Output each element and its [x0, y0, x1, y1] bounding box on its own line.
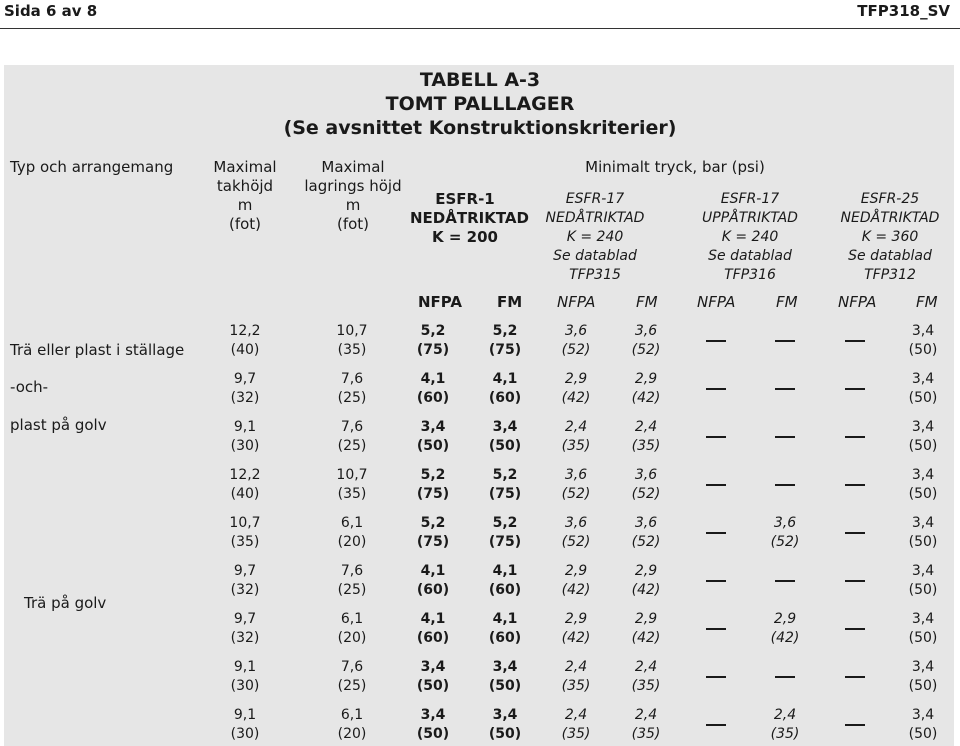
cell-pressure-line: 2,4: [634, 707, 658, 723]
header-rule: [0, 28, 960, 29]
cell-pressure: [546, 370, 606, 408]
empty-cell-dash: [706, 724, 726, 726]
cell-pressure: [475, 610, 535, 648]
cell-pressure: [616, 514, 676, 552]
subcol-nfpa-3: NFPA: [697, 293, 736, 311]
col-header-ceiling-l1: Maximal: [213, 158, 277, 176]
table-title-line3: (Se avsnittet Konstruktionskriterier): [283, 117, 677, 139]
col-header-ceiling-l4: (fot): [228, 215, 262, 233]
sprinkler-esfr17d-l1: ESFR-17: [565, 191, 625, 207]
cell-storage-height: [322, 370, 382, 408]
cell-storage-line: 10,7: [336, 467, 368, 483]
cell-pressure-line: (50): [488, 438, 522, 454]
empty-cell-dash: [706, 436, 726, 438]
cell-pressure-line: 2,4: [564, 659, 588, 675]
cell-pressure-line: (42): [561, 630, 591, 646]
empty-cell-dash: [845, 628, 865, 630]
cell-ceiling-line: 9,7: [233, 563, 257, 579]
sprinkler-esfr17u-l5: TFP316: [724, 267, 776, 283]
cell-pressure: [475, 466, 535, 504]
empty-cell-dash: [845, 676, 865, 678]
sprinkler-esfr25-l2: NEDÅTRIKTAD: [840, 210, 940, 226]
cell-pressure: [403, 610, 463, 648]
cell-ceiling-line: 9,1: [233, 659, 257, 675]
cell-pressure-line: 3,4: [420, 707, 446, 723]
col-header-ceiling-l3: m: [237, 196, 253, 214]
cell-pressure-line: (42): [770, 630, 800, 646]
cell-pressure-line: (52): [561, 534, 591, 550]
col-header-storage: [298, 158, 408, 234]
cell-pressure: [546, 658, 606, 696]
cell-pressure-line: 5,2: [420, 515, 446, 531]
empty-cell-dash: [706, 580, 726, 582]
cell-pressure-line: (60): [488, 582, 522, 598]
cell-pressure-line: (52): [631, 486, 661, 502]
cell-pressure-line: (60): [416, 582, 450, 598]
cell-pressure-line: 3,6: [634, 467, 658, 483]
cell-pressure-line: (75): [416, 534, 450, 550]
cell-pressure-line: (35): [561, 438, 591, 454]
cell-pressure-line: 3,4: [911, 419, 935, 435]
cell-storage-line: (25): [337, 678, 367, 694]
cell-pressure: [546, 514, 606, 552]
cell-storage-line: 6,1: [340, 707, 364, 723]
cell-pressure-line: (50): [908, 582, 938, 598]
subcol-nfpa-1: NFPA: [418, 293, 463, 311]
cell-pressure: [475, 514, 535, 552]
empty-cell-dash: [706, 628, 726, 630]
cell-pressure-line: (50): [416, 438, 450, 454]
sprinkler-esfr1-l3: K = 200: [432, 228, 498, 246]
cell-pressure: [893, 418, 953, 456]
cell-pressure: [893, 466, 953, 504]
cell-pressure: [755, 610, 815, 648]
cell-pressure-line: 3,6: [634, 515, 658, 531]
sprinkler-esfr25-down: [835, 190, 945, 285]
cell-pressure: [475, 562, 535, 600]
cell-ceiling-line: 12,2: [229, 323, 261, 339]
cell-pressure-line: (35): [631, 726, 661, 742]
cell-pressure-line: (50): [416, 726, 450, 742]
cell-pressure: [475, 322, 535, 360]
cell-pressure-line: 3,4: [911, 707, 935, 723]
empty-cell-dash: [775, 436, 795, 438]
cell-pressure-line: 3,4: [911, 323, 935, 339]
empty-cell-dash: [845, 724, 865, 726]
cell-pressure-line: (52): [561, 486, 591, 502]
cell-pressure-line: 3,6: [564, 323, 588, 339]
group-label-rack: Trä eller plast i ställage: [10, 341, 185, 359]
cell-ceiling-line: (40): [230, 342, 260, 358]
cell-pressure-line: 5,2: [492, 467, 518, 483]
cell-pressure-line: (35): [631, 678, 661, 694]
cell-pressure: [475, 658, 535, 696]
cell-pressure-line: 5,2: [420, 323, 446, 339]
cell-ceiling-line: 9,1: [233, 707, 257, 723]
cell-storage-height: [322, 658, 382, 696]
cell-pressure: [616, 706, 676, 744]
cell-storage-line: 7,6: [340, 659, 364, 675]
sprinkler-esfr25-l1: ESFR-25: [860, 191, 920, 207]
cell-ceiling-height: [215, 370, 275, 408]
col-header-ceiling: [200, 158, 290, 234]
cell-pressure-line: 3,4: [420, 659, 446, 675]
cell-pressure-line: (60): [488, 390, 522, 406]
cell-ceiling-line: (32): [230, 630, 260, 646]
cell-pressure-line: 2,9: [564, 371, 588, 387]
cell-storage-line: 6,1: [340, 611, 364, 627]
empty-cell-dash: [845, 436, 865, 438]
cell-storage-line: (25): [337, 582, 367, 598]
cell-pressure-line: (75): [488, 486, 522, 502]
cell-ceiling-line: (32): [230, 390, 260, 406]
cell-pressure: [893, 658, 953, 696]
cell-storage-line: 10,7: [336, 323, 368, 339]
cell-pressure-line: 3,4: [492, 419, 518, 435]
empty-cell-dash: [775, 388, 795, 390]
cell-ceiling-line: 9,7: [233, 611, 257, 627]
group-label-and: -och-: [10, 378, 49, 396]
sprinkler-esfr1: [410, 190, 529, 247]
cell-pressure-line: (35): [561, 726, 591, 742]
cell-pressure: [616, 562, 676, 600]
cell-pressure-line: 4,1: [420, 563, 446, 579]
empty-cell-dash: [706, 484, 726, 486]
subcol-nfpa-4: NFPA: [838, 293, 877, 311]
sprinkler-esfr17d-l2: NEDÅTRIKTAD: [545, 210, 645, 226]
cell-pressure-line: (52): [631, 342, 661, 358]
cell-pressure: [403, 658, 463, 696]
subcol-nfpa-2: NFPA: [557, 293, 596, 311]
cell-pressure: [546, 322, 606, 360]
cell-pressure-line: (35): [631, 438, 661, 454]
cell-pressure: [403, 466, 463, 504]
col-header-storage-l3: m: [345, 196, 361, 214]
cell-pressure-line: (50): [908, 390, 938, 406]
empty-cell-dash: [845, 388, 865, 390]
cell-pressure-line: (42): [561, 582, 591, 598]
cell-pressure-line: (50): [908, 678, 938, 694]
cell-storage-line: 7,6: [340, 563, 364, 579]
cell-pressure-line: 3,6: [564, 515, 588, 531]
cell-storage-line: 7,6: [340, 371, 364, 387]
sprinkler-esfr1-l1: ESFR-1: [435, 190, 495, 208]
empty-cell-dash: [845, 340, 865, 342]
cell-storage-line: (20): [337, 726, 367, 742]
cell-pressure-line: (50): [488, 726, 522, 742]
cell-pressure-line: 3,4: [911, 515, 935, 531]
cell-ceiling-line: (30): [230, 438, 260, 454]
cell-pressure: [616, 466, 676, 504]
cell-pressure-line: 3,6: [564, 467, 588, 483]
cell-pressure-line: (60): [416, 390, 450, 406]
table-title: [280, 68, 680, 140]
cell-pressure: [403, 514, 463, 552]
subcol-fm-1: FM: [497, 293, 523, 311]
cell-ceiling-line: (30): [230, 726, 260, 742]
cell-ceiling-height: [215, 514, 275, 552]
cell-pressure-line: (52): [631, 534, 661, 550]
cell-ceiling-line: 9,7: [233, 371, 257, 387]
sprinkler-esfr17d-l3: K = 240: [566, 229, 624, 245]
cell-pressure-line: (75): [488, 342, 522, 358]
cell-storage-line: (25): [337, 390, 367, 406]
cell-ceiling-line: (30): [230, 678, 260, 694]
cell-pressure: [546, 562, 606, 600]
cell-pressure-line: 3,4: [911, 371, 935, 387]
cell-pressure-line: (60): [488, 630, 522, 646]
cell-pressure-line: 4,1: [492, 563, 518, 579]
cell-ceiling-line: 12,2: [229, 467, 261, 483]
empty-cell-dash: [775, 676, 795, 678]
cell-pressure: [616, 322, 676, 360]
sprinkler-esfr25-l5: TFP312: [864, 267, 916, 283]
cell-pressure-line: 4,1: [420, 611, 446, 627]
subcol-fm-2: FM: [636, 293, 658, 311]
cell-pressure: [475, 418, 535, 456]
cell-pressure-line: 2,4: [564, 419, 588, 435]
cell-pressure-line: 2,4: [773, 707, 797, 723]
cell-pressure-line: 3,4: [911, 467, 935, 483]
col-header-storage-l1: Maximal: [321, 158, 385, 176]
sprinkler-esfr17d-l4: Se datablad: [553, 248, 637, 264]
empty-cell-dash: [845, 580, 865, 582]
cell-pressure-line: (42): [561, 390, 591, 406]
sprinkler-esfr17u-l2: UPPÅTRIKTAD: [702, 210, 798, 226]
cell-ceiling-line: (40): [230, 486, 260, 502]
cell-pressure: [403, 706, 463, 744]
cell-pressure-line: (42): [631, 630, 661, 646]
cell-pressure-line: 5,2: [492, 515, 518, 531]
sprinkler-esfr17d-l5: TFP315: [569, 267, 621, 283]
cell-pressure: [546, 418, 606, 456]
subcol-fm-4: FM: [916, 293, 938, 311]
cell-ceiling-line: (32): [230, 582, 260, 598]
cell-pressure-line: (42): [631, 390, 661, 406]
empty-cell-dash: [706, 340, 726, 342]
cell-pressure: [475, 706, 535, 744]
sprinkler-esfr25-l3: K = 360: [861, 229, 919, 245]
empty-cell-dash: [706, 676, 726, 678]
empty-cell-dash: [775, 580, 795, 582]
pressure-header: Minimalt tryck, bar (psi): [585, 158, 765, 176]
cell-pressure-line: 2,9: [634, 611, 658, 627]
cell-pressure-line: (75): [488, 534, 522, 550]
cell-storage-line: (35): [337, 342, 367, 358]
cell-pressure: [546, 706, 606, 744]
cell-ceiling-height: [215, 418, 275, 456]
cell-pressure-line: (75): [416, 342, 450, 358]
cell-pressure-line: (75): [416, 486, 450, 502]
cell-pressure-line: (50): [908, 438, 938, 454]
col-header-type: Typ och arrangemang: [10, 158, 174, 176]
cell-ceiling-height: [215, 610, 275, 648]
subcol-fm-3: FM: [776, 293, 798, 311]
cell-pressure-line: 2,4: [564, 707, 588, 723]
cell-pressure: [616, 610, 676, 648]
sprinkler-esfr17-down: [540, 190, 650, 285]
empty-cell-dash: [706, 388, 726, 390]
cell-storage-height: [322, 706, 382, 744]
sprinkler-esfr1-l2: NEDÅTRIKTAD: [410, 209, 529, 227]
cell-pressure: [616, 658, 676, 696]
cell-pressure-line: 3,4: [911, 563, 935, 579]
col-header-storage-l4: (fot): [336, 215, 370, 233]
cell-storage-height: [322, 514, 382, 552]
table-title-line2: TOMT PALLLAGER: [385, 93, 575, 115]
cell-pressure: [755, 706, 815, 744]
cell-pressure: [546, 466, 606, 504]
sprinkler-esfr17-up: [690, 190, 810, 285]
cell-pressure-line: (50): [908, 486, 938, 502]
cell-pressure-line: 4,1: [420, 371, 446, 387]
cell-ceiling-line: (35): [230, 534, 260, 550]
cell-ceiling-height: [215, 562, 275, 600]
cell-storage-line: 6,1: [340, 515, 364, 531]
cell-pressure-line: (50): [908, 726, 938, 742]
cell-ceiling-height: [215, 706, 275, 744]
cell-ceiling-line: 9,1: [233, 419, 257, 435]
cell-pressure-line: 3,4: [492, 659, 518, 675]
cell-ceiling-height: [215, 658, 275, 696]
cell-pressure-line: 5,2: [420, 467, 446, 483]
cell-pressure-line: 3,4: [911, 611, 935, 627]
cell-pressure-line: 3,6: [634, 323, 658, 339]
cell-pressure-line: 3,6: [773, 515, 797, 531]
cell-pressure: [893, 322, 953, 360]
cell-pressure-line: (42): [631, 582, 661, 598]
cell-pressure: [893, 562, 953, 600]
col-header-storage-l2: lagrings höjd: [304, 177, 402, 195]
cell-pressure: [893, 706, 953, 744]
cell-pressure-line: (35): [561, 678, 591, 694]
cell-pressure-line: 2,9: [634, 563, 658, 579]
cell-storage-line: (20): [337, 630, 367, 646]
cell-storage-height: [322, 418, 382, 456]
cell-ceiling-line: 10,7: [229, 515, 261, 531]
cell-pressure-line: (50): [416, 678, 450, 694]
sprinkler-esfr17u-l4: Se datablad: [708, 248, 792, 264]
cell-pressure: [893, 514, 953, 552]
cell-storage-line: (25): [337, 438, 367, 454]
cell-pressure-line: (50): [908, 534, 938, 550]
cell-pressure-line: 2,9: [564, 611, 588, 627]
cell-pressure: [403, 562, 463, 600]
group-label-wood-floor: Trä på golv: [24, 594, 107, 612]
cell-pressure: [616, 418, 676, 456]
empty-cell-dash: [845, 532, 865, 534]
cell-ceiling-height: [215, 466, 275, 504]
cell-pressure-line: (52): [770, 534, 800, 550]
cell-storage-line: (35): [337, 486, 367, 502]
cell-pressure-line: 2,4: [634, 419, 658, 435]
cell-pressure: [755, 514, 815, 552]
empty-cell-dash: [775, 340, 795, 342]
cell-pressure-line: 5,2: [492, 323, 518, 339]
table-title-line1: TABELL A-3: [419, 69, 541, 91]
cell-pressure-line: 3,4: [492, 707, 518, 723]
cell-storage-height: [322, 322, 382, 360]
cell-pressure: [546, 610, 606, 648]
cell-pressure: [893, 370, 953, 408]
cell-pressure-line: 2,9: [773, 611, 797, 627]
sprinkler-esfr17u-l3: K = 240: [721, 229, 779, 245]
cell-pressure-line: (50): [908, 630, 938, 646]
cell-pressure-line: 3,4: [911, 659, 935, 675]
col-header-ceiling-l2: takhöjd: [216, 177, 274, 195]
cell-pressure-line: 3,4: [420, 419, 446, 435]
cell-pressure: [403, 418, 463, 456]
cell-storage-line: 7,6: [340, 419, 364, 435]
cell-pressure-line: 4,1: [492, 371, 518, 387]
cell-pressure-line: (50): [908, 342, 938, 358]
sprinkler-esfr17u-l1: ESFR-17: [720, 191, 780, 207]
cell-pressure: [475, 370, 535, 408]
cell-pressure: [403, 322, 463, 360]
cell-pressure-line: 4,1: [492, 611, 518, 627]
cell-pressure-line: (52): [561, 342, 591, 358]
cell-ceiling-height: [215, 322, 275, 360]
cell-storage-height: [322, 562, 382, 600]
group-label-plastic-floor: plast på golv: [10, 416, 107, 434]
cell-pressure-line: 2,9: [564, 563, 588, 579]
cell-pressure-line: (35): [770, 726, 800, 742]
empty-cell-dash: [775, 484, 795, 486]
cell-pressure-line: 2,4: [634, 659, 658, 675]
cell-storage-height: [322, 610, 382, 648]
cell-pressure: [616, 370, 676, 408]
empty-cell-dash: [845, 484, 865, 486]
cell-pressure-line: (60): [416, 630, 450, 646]
cell-pressure-line: (50): [488, 678, 522, 694]
cell-pressure-line: 2,9: [634, 371, 658, 387]
page-header: [0, 0, 960, 28]
cell-storage-line: (20): [337, 534, 367, 550]
cell-pressure: [403, 370, 463, 408]
document-id: TFP318_SV: [857, 2, 950, 20]
empty-cell-dash: [706, 532, 726, 534]
sprinkler-esfr25-l4: Se datablad: [848, 248, 932, 264]
cell-pressure: [893, 610, 953, 648]
cell-storage-height: [322, 466, 382, 504]
page-number: Sida 6 av 8: [4, 2, 98, 20]
